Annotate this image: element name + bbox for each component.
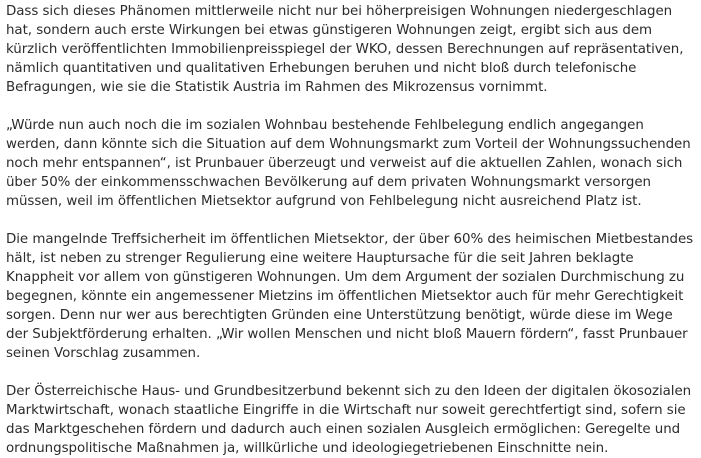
paragraph-misallocation-quote: „Würde nun auch noch die im sozialen Wohnbau bestehende Fehlbelegung endlich angegangen werden, dann könnte sich die Situation auf dem Wohnungsmarkt zum Vorteil der Wohnungssuchenden noch mehr entspannen“, ist Prunbauer überzeugt und verweist auf die aktuellen Zahlen, wonach sich über 50% der einkommensschwachen Bevölkerung auf dem privaten Wohnungsmarkt versorgen müssen, weil im öffentlichen Mietsektor aufgrund von Fehlbelegung nicht ausreichend Platz ist. [6,118,691,209]
paragraph-wko-price-index: Dass sich dieses Phänomen mittlerweile nicht nur bei höherpreisigen Wohnungen niedergeschlagen hat, sondern auch erste Wirkungen bei etwas günstigeren Wohnungen zeigt, ergibt sich aus dem kürzlich veröffentlichten Immobilienpreisspiegel der WKO, dessen Berechnungen auf repräsentativen, nämlich quantitativen und qualitativen Erhebungen beruhen und nicht bloß durch telefonische Befragungen, wie sie die Statistik Austria im Rahmen des Mikrozensus vornimmt. [6,4,684,95]
paragraph-public-rental-sector: Die mangelnde Treffsicherheit im öffentlichen Mietsektor, der über 60% des heimischen Mietbestandes hält, ist neben zu strenger Regulierung eine weitere Hauptursache für die seit Jahren beklagte Knappheit vor allem von günstigeren Wohnungen. Um dem Argument der sozialen Durchmischung zu begegnen, könnte ein angemessener Mietzins im öffentlichen Mietsektor auch für mehr Gerechtigkeit sorgen. Denn nur wer aus berechtigten Gründen eine Unterstützung benötigt, würde diese im Wege der Subjektförderung erhalten. „Wir wollen Menschen und nicht bloß Mauern fördern“, fasst Prunbauer seinen Vorschlag zusammen. [6,232,694,361]
paragraph-association-position: Der Österreichische Haus- und Grundbesitzerbund bekennt sich zu den Ideen der digitalen ökosozialen Marktwirtschaft, wonach staatliche Eingriffe in die Wirtschaft nur soweit gerechtfertigt sind, sofern sie das Marktgeschehen fördern und dadurch auch einen sozialen Ausgleich ermöglichen: Geregelte und ordnungspolitische Maßnahmen ja, willkürliche und ideologiegetriebenen Einschnitte nein. [6,384,692,456]
article-body [6,2,696,458]
